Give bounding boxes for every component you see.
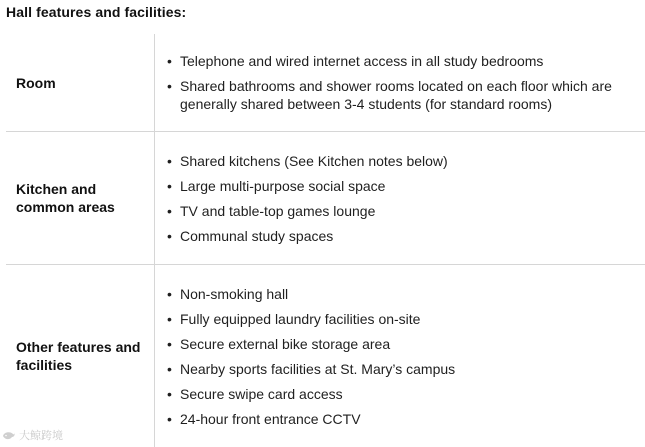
list-item-text: Secure swipe card access [180, 385, 343, 402]
bullet-icon: • [167, 310, 172, 327]
row-label-room: Room [16, 74, 56, 91]
table-row-kitchen [6, 132, 645, 265]
row-items-cell [155, 132, 645, 264]
list-item-text: Non-smoking hall [180, 285, 289, 302]
bullet-icon: • [167, 78, 172, 94]
list-item-text: Communal study spaces [180, 227, 334, 244]
list-item [165, 310, 455, 328]
table-row-other [6, 265, 645, 447]
watermark [2, 427, 63, 443]
list-item-text: Shared kitchens (See Kitchen notes below) [180, 152, 448, 169]
list-item-text: Telephone and wired internet access in all study bedrooms [180, 53, 544, 69]
row-items-cell [155, 34, 645, 131]
list-item [165, 152, 448, 170]
list-item-text: Large multi-purpose social space [180, 177, 386, 194]
row-label-cell [6, 34, 155, 131]
list-item-text: TV and table-top games lounge [180, 202, 376, 219]
list-item-text: Fully equipped laundry facilities on-site [180, 310, 421, 327]
list-item-text: Shared bathrooms and shower rooms located on each floor which are generally shared between 3-4 students (for standard rooms) [180, 78, 612, 112]
feature-list-other [165, 285, 455, 428]
table-row-room [6, 34, 645, 132]
feature-list-kitchen [165, 152, 448, 245]
list-item [165, 202, 448, 220]
bullet-icon: • [167, 385, 172, 402]
list-item [165, 77, 637, 113]
page-heading: Hall features and facilities: [6, 4, 187, 20]
bullet-icon: • [167, 227, 172, 244]
watermark-text: 大鲸跨境 [19, 430, 63, 442]
list-item [165, 227, 448, 245]
row-label-cell [6, 132, 155, 264]
list-item [165, 385, 455, 403]
bullet-icon: • [167, 202, 172, 219]
row-label-kitchen: Kitchen and common areas [16, 181, 115, 215]
facilities-table [6, 34, 645, 447]
list-item [165, 410, 455, 428]
bullet-icon: • [167, 53, 172, 69]
list-item-text: Nearby sports facilities at St. Mary’s campus [180, 360, 456, 377]
row-label-cell [6, 265, 155, 447]
feature-list-room [165, 52, 637, 113]
bullet-icon: • [167, 285, 172, 302]
bullet-icon: • [167, 360, 172, 377]
row-items-cell [155, 265, 645, 447]
bullet-icon: • [167, 152, 172, 169]
bullet-icon: • [167, 177, 172, 194]
bullet-icon: • [167, 335, 172, 352]
whale-logo-icon [2, 430, 16, 441]
list-item [165, 360, 455, 378]
row-label-other: Other features and facilities [16, 339, 141, 373]
list-item [165, 285, 455, 303]
list-item-text: 24-hour front entrance CCTV [180, 410, 361, 427]
bullet-icon: • [167, 410, 172, 427]
list-item [165, 177, 448, 195]
list-item [165, 335, 455, 353]
list-item [165, 52, 637, 70]
list-item-text: Secure external bike storage area [180, 335, 391, 352]
